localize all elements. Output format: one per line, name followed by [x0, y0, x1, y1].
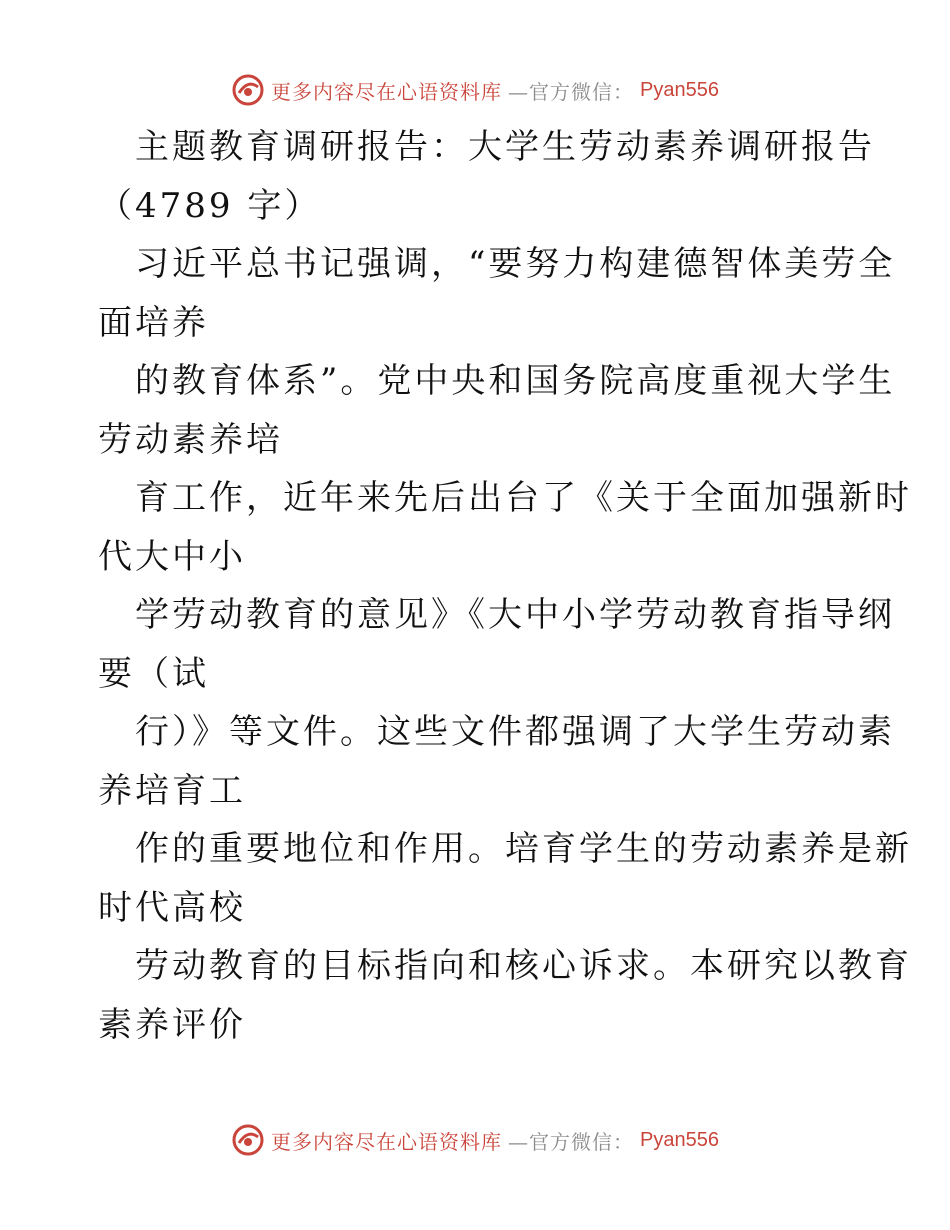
- banner-contact-id: Pyan556: [640, 78, 719, 101]
- paragraph-line: 劳动教育的目标指向和核心诉求。本研究以教育: [135, 946, 912, 986]
- paragraph-line: 习近平总书记强调，“要努力构建德智体美劳全: [135, 244, 896, 284]
- banner-contact-label: —官方微信：: [508, 1129, 635, 1154]
- footer-banner: [0, 1120, 950, 1160]
- banner-contact-id: Pyan556: [640, 1128, 719, 1151]
- paragraph-line: 时代高校: [98, 887, 246, 928]
- paragraph-line: 面培养: [98, 302, 209, 343]
- document-body: [98, 118, 912, 1054]
- paragraph-line: 劳动素养培: [98, 419, 283, 460]
- paragraph-line: 学劳动教育的意见》《大中小学劳动教育指导纲: [135, 595, 895, 635]
- paragraph-line: 要（试: [98, 653, 209, 694]
- banner-promo-text: 更多内容尽在心语资料库: [271, 1129, 503, 1154]
- paragraph-line: 养培育工: [98, 770, 246, 811]
- paragraph-line: 的教育体系”。党中央和国务院高度重视大学生: [135, 361, 896, 401]
- paragraph-line: 育工作，近年来先后出台了《关于全面加强新时: [135, 478, 912, 518]
- seal-logo-icon: [231, 1123, 265, 1157]
- word-count: （4789 字）: [98, 185, 322, 226]
- paragraph-line: 作的重要地位和作用。培育学生的劳动素养是新: [135, 829, 912, 869]
- paragraph-line: 素养评价: [98, 1004, 246, 1045]
- banner-contact-label: —官方微信：: [508, 79, 635, 104]
- paragraph-line: 行）》等文件。这些文件都强调了大学生劳动素: [135, 712, 895, 752]
- document-title: 主题教育调研报告：大学生劳动素养调研报告: [135, 127, 875, 167]
- seal-logo-icon: [231, 73, 265, 107]
- paragraph-line: 代大中小: [98, 536, 246, 577]
- header-banner: [0, 70, 950, 110]
- banner-promo-text: 更多内容尽在心语资料库: [271, 79, 503, 104]
